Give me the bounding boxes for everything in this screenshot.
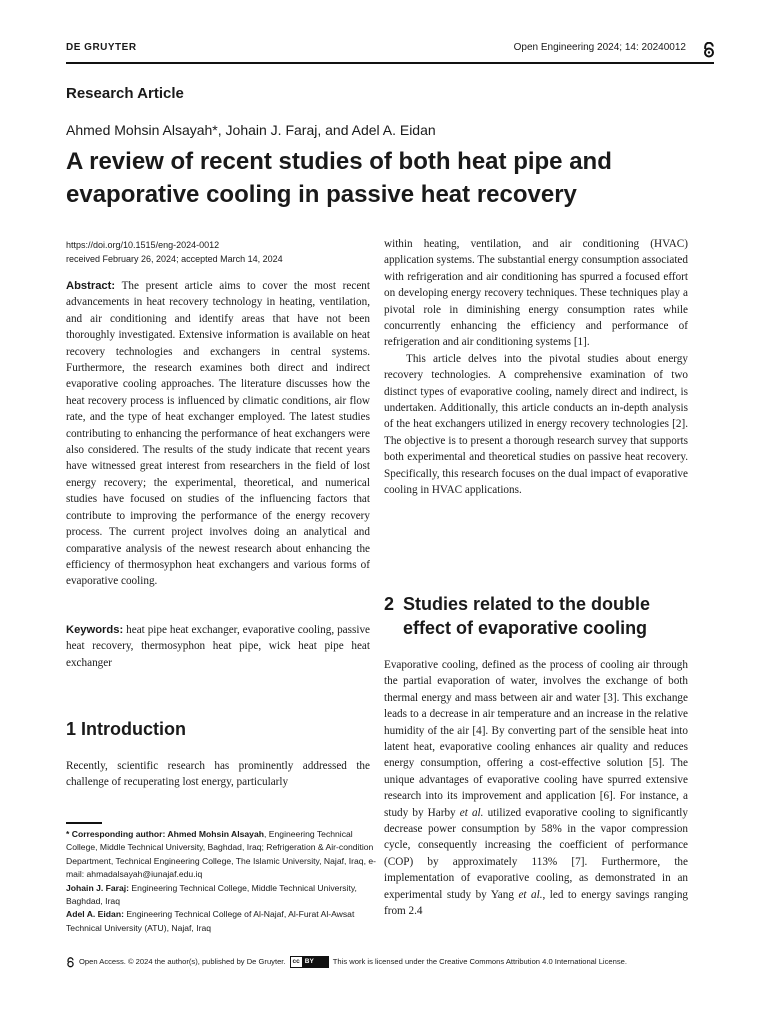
article-title: A review of recent studies of both heat pipe and evaporative cooling in passive heat recovery — [66, 148, 612, 208]
paragraph: within heating, ventilation, and air conditioning (HVAC) application systems. The substantial energy consumption associated with refrigeration and air conditioning has spurred a focused effort on developing energy recovery techniques. These techniques play a pivotal role in diminishing energy consumption rates while concurrently enhancing the efficiency and performance of refrigeration and air conditioning systems [1]. — [384, 238, 688, 349]
keywords-text: heat pipe heat exchanger, evaporative cooling, passive heat recovery, thermosyphon heat pipe, wick heat pipe heat exchanger — [66, 624, 371, 669]
publisher-name: DE GRUYTER — [66, 42, 137, 53]
doi-link[interactable]: https://doi.org/10.1515/eng-2024-0012 — [66, 240, 220, 250]
section-title: Studies related to the double effect of evaporative cooling — [403, 594, 651, 638]
open-access-icon — [702, 42, 716, 58]
abstract-label: Abstract: — [66, 280, 116, 292]
article-type: Research Article — [66, 85, 184, 102]
journal-citation: Open Engineering 2024; 14: 20240012 — [513, 42, 686, 53]
author-list: Ahmed Mohsin Alsayah*, Johain J. Faraj, and Adel A. Eidan — [66, 122, 436, 138]
paragraph: This article delves into the pivotal studies about energy recovery technologies. A comprehensive examination of two distinct types of evaporative cooling, namely direct and indirect, is undertaken. Additionally, this article conducts an in-depth analysis of the heat exchangers utilized in energy recovery technologies [2]. The objective is to present a thorough research survey that supports both experimental and theoretical studies on passive heat recovery. Specifically, this research focuses on the dual impact of evaporative cooling in HVAC applications. — [384, 352, 688, 497]
intro-paragraph: Recently, scientific research has prominently addressed the challenge of recuperating lost energy, particularly — [66, 760, 370, 789]
abstract-text: The present article aims to cover the most recent advancements in heat recovery technology in heating, ventilation, and air conditioning and identify areas that have not been thoroughly investigated. Extensive information is available on heat recovery technologies and exchangers in central systems. Furthermore, the research examines both direct and indirect evaporative cooling approaches. The literature discusses how the heat recovery process is influenced by climatic conditions, air flow rate, and the type of heat exchanger employed. The latest studies contributing to enhancing the performance of heat exchangers were also considered. The results of the study indicate that recent years have witnessed great interest from researchers in the field of lost energy recovery; the experimental, theoretical, and numerical studies have focused on studies of the influencing factors that contribute to improving the performance of the energy recovery process. The current project involves doing an analytical and comparative analysis of the newest research about enhancing the efficiency of thermosyphon heat exchangers and various forms of evaporative cooling. — [66, 280, 370, 588]
section2-paragraph: Evaporative cooling, defined as the process of cooling air through the partial evaporation of water, involves the exchange of both thermal energy and mass between air and water [3]. This exchange leads to a decrease in air temperature and an increase in the relative humidity of the air [4]. By converting part of the sensible heat into latent heat, evaporative cooling enhances air quality and reduces energy consumption, offering a cost-effective solution [5]. The unique advantages of evaporative cooling have spurred extensive research into its improvement and application [6]. For instance, a study by Harby et al. utilized evaporative cooling to significantly decrease power consumption by 58% in the vapor compression cycle, consequently increasing the coefficient of performance (COP) by approximately 113% [7]. Furthermore, the implementation of evaporative cooling, as demonstrated in an experimental study by Yang et al., led to energy savings ranging from 2.4 — [384, 659, 689, 918]
cc-by-badge[interactable] — [290, 956, 329, 968]
license-text: This work is licensed under the Creative Commons Attribution 4.0 International License. — [332, 957, 627, 966]
open-access-icon — [66, 957, 75, 968]
eidan-label: Adel A. Eidan: — [66, 909, 124, 920]
abstract — [66, 278, 370, 590]
keywords-label: Keywords: — [66, 624, 124, 636]
footnote-rule — [66, 822, 102, 824]
cc-label: cc — [292, 958, 300, 965]
section-heading-introduction: 1 Introduction — [66, 719, 186, 739]
section-heading-2 — [384, 592, 694, 640]
open-access-text: Open Access. © 2024 the author(s), published by De Gruyter. — [79, 957, 286, 966]
faraj-label: Johain J. Faraj: — [66, 882, 130, 893]
license-footer — [66, 956, 726, 968]
keywords — [66, 622, 370, 671]
by-label: BY — [302, 957, 328, 967]
intro-continued — [384, 236, 688, 499]
header-rule — [66, 62, 714, 64]
article-dates: received February 26, 2024; accepted March 14, 2024 — [66, 254, 283, 264]
author-footnotes: * Corresponding author: Ahmed Mohsin Alsayah, Engineering Technical College, Middle Technical University, Baghdad, Iraq; Refrigeration & Air-condition Department, Technical Engineering College, The Islamic University, Najaf, Iraq, e-mail: ahmadalsayah@iunajaf.edu.iq Johain J. Faraj: Engineering Technical College, Middle Technical University, Baghdad, Iraq Adel A. Eidan: Engineering Technical College of Al-Najaf, Al-Furat Al-Awsat Technical University (ATU), Najaf, Iraq — [66, 829, 376, 933]
corresponding-author-label: * Corresponding author: Ahmed Mohsin Alsayah — [66, 829, 264, 839]
section-number: 2 — [384, 594, 395, 614]
